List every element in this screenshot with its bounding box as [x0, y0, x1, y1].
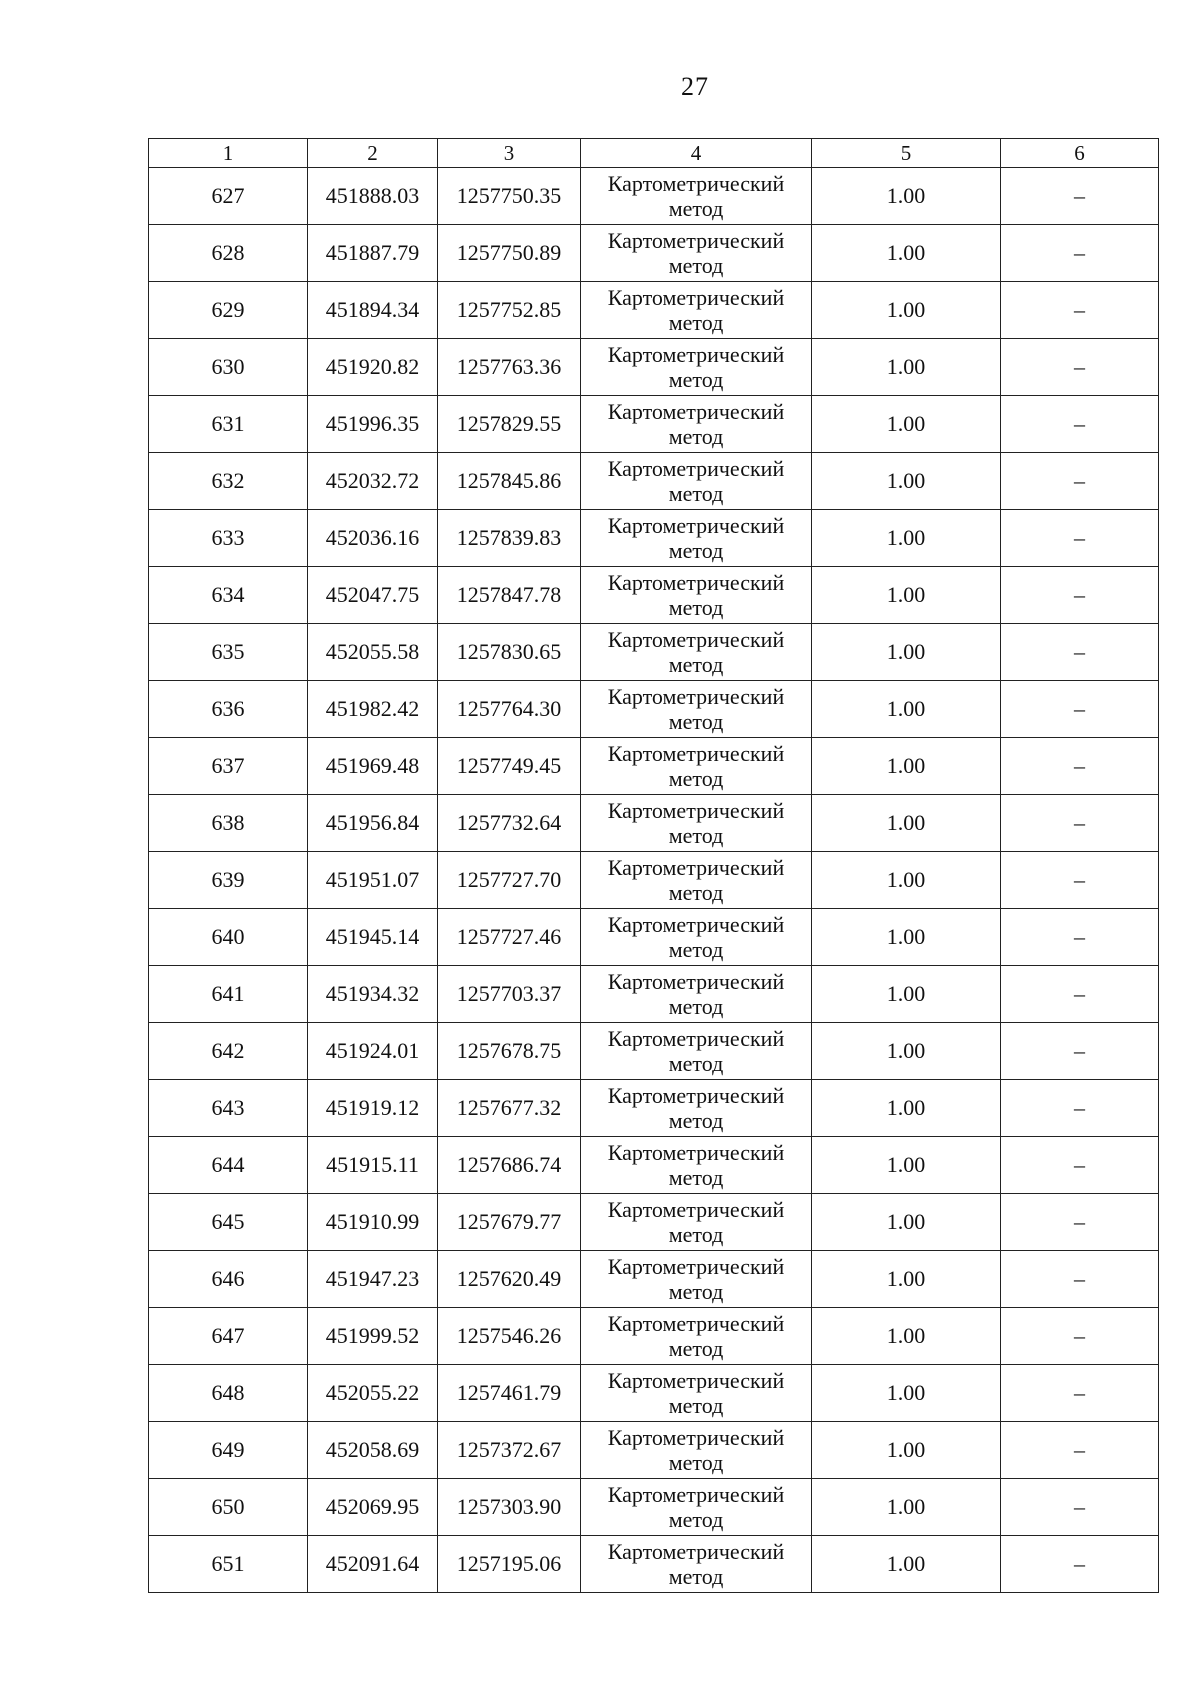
point-number-cell: 648 — [149, 1365, 308, 1422]
method-cell — [581, 795, 812, 852]
method-line-2: метод — [668, 823, 724, 848]
method-line-1: Картометрический — [607, 171, 785, 196]
method-cell — [581, 624, 812, 681]
coordinate-x-cell: 452036.16 — [308, 510, 438, 567]
method-line-1: Картометрический — [607, 1140, 785, 1165]
accuracy-cell: 1.00 — [812, 681, 1001, 738]
coordinate-x-cell: 451888.03 — [308, 168, 438, 225]
table-row — [149, 738, 1159, 795]
point-number-cell: 639 — [149, 852, 308, 909]
point-number-cell: 644 — [149, 1137, 308, 1194]
note-cell: – — [1001, 909, 1159, 966]
method-cell — [581, 225, 812, 282]
note-cell: – — [1001, 453, 1159, 510]
method-cell — [581, 567, 812, 624]
accuracy-cell: 1.00 — [812, 225, 1001, 282]
coordinate-x-cell: 451956.84 — [308, 795, 438, 852]
method-line-2: метод — [668, 1165, 724, 1190]
method-line-2: метод — [668, 652, 724, 677]
point-number-cell: 638 — [149, 795, 308, 852]
method-line-1: Картометрический — [607, 285, 785, 310]
table-row — [149, 1365, 1159, 1422]
table-row — [149, 1080, 1159, 1137]
point-number-cell: 631 — [149, 396, 308, 453]
method-line-1: Картометрический — [607, 1083, 785, 1108]
point-number-cell: 649 — [149, 1422, 308, 1479]
table-row — [149, 1536, 1159, 1593]
point-number-cell: 630 — [149, 339, 308, 396]
method-cell — [581, 1080, 812, 1137]
method-line-1: Картометрический — [607, 228, 785, 253]
note-cell: – — [1001, 1422, 1159, 1479]
method-line-2: метод — [668, 994, 724, 1019]
point-number-cell: 629 — [149, 282, 308, 339]
coordinate-y-cell: 1257303.90 — [438, 1479, 581, 1536]
table-row — [149, 1308, 1159, 1365]
method-line-2: метод — [668, 880, 724, 905]
note-cell: – — [1001, 624, 1159, 681]
coordinate-y-cell: 1257752.85 — [438, 282, 581, 339]
method-line-2: метод — [668, 538, 724, 563]
coordinate-x-cell: 452055.22 — [308, 1365, 438, 1422]
method-line-1: Картометрический — [607, 1197, 785, 1222]
table-row — [149, 225, 1159, 282]
point-number-cell: 640 — [149, 909, 308, 966]
method-line-2: метод — [668, 1450, 724, 1475]
coordinate-x-cell: 451945.14 — [308, 909, 438, 966]
accuracy-cell: 1.00 — [812, 1251, 1001, 1308]
point-number-cell: 634 — [149, 567, 308, 624]
accuracy-cell: 1.00 — [812, 1536, 1001, 1593]
method-cell — [581, 510, 812, 567]
method-cell — [581, 852, 812, 909]
method-cell — [581, 1536, 812, 1593]
method-cell — [581, 339, 812, 396]
method-line-1: Картометрический — [607, 1539, 785, 1564]
coordinate-x-cell: 452047.75 — [308, 567, 438, 624]
method-cell — [581, 396, 812, 453]
note-cell: – — [1001, 852, 1159, 909]
accuracy-cell: 1.00 — [812, 396, 1001, 453]
coordinate-y-cell: 1257764.30 — [438, 681, 581, 738]
accuracy-cell: 1.00 — [812, 567, 1001, 624]
accuracy-cell: 1.00 — [812, 1422, 1001, 1479]
note-cell: – — [1001, 738, 1159, 795]
method-line-2: метод — [668, 1279, 724, 1304]
note-cell: – — [1001, 1194, 1159, 1251]
table-row — [149, 1251, 1159, 1308]
coordinate-y-cell: 1257678.75 — [438, 1023, 581, 1080]
accuracy-cell: 1.00 — [812, 1194, 1001, 1251]
coordinate-y-cell: 1257732.64 — [438, 795, 581, 852]
method-line-2: метод — [668, 367, 724, 392]
method-cell — [581, 681, 812, 738]
method-cell — [581, 282, 812, 339]
method-cell — [581, 1023, 812, 1080]
accuracy-cell: 1.00 — [812, 738, 1001, 795]
method-line-1: Картометрический — [607, 798, 785, 823]
coordinates-table — [148, 138, 1159, 1593]
accuracy-cell: 1.00 — [812, 1308, 1001, 1365]
method-line-1: Картометрический — [607, 684, 785, 709]
method-line-1: Картометрический — [607, 1368, 785, 1393]
table-row — [149, 852, 1159, 909]
coordinate-x-cell: 452032.72 — [308, 453, 438, 510]
column-header-6: 6 — [1001, 139, 1159, 168]
coordinate-y-cell: 1257847.78 — [438, 567, 581, 624]
point-number-cell: 650 — [149, 1479, 308, 1536]
coordinate-x-cell: 452058.69 — [308, 1422, 438, 1479]
coordinate-x-cell: 451951.07 — [308, 852, 438, 909]
method-line-2: метод — [668, 709, 724, 734]
table-row — [149, 567, 1159, 624]
method-line-2: метод — [668, 1051, 724, 1076]
point-number-cell: 651 — [149, 1536, 308, 1593]
method-line-1: Картометрический — [607, 1254, 785, 1279]
method-line-2: метод — [668, 196, 724, 221]
method-line-1: Картометрический — [607, 627, 785, 652]
column-header-5: 5 — [812, 139, 1001, 168]
point-number-cell: 628 — [149, 225, 308, 282]
coordinate-x-cell: 451910.99 — [308, 1194, 438, 1251]
table-row — [149, 339, 1159, 396]
coordinate-y-cell: 1257546.26 — [438, 1308, 581, 1365]
point-number-cell: 636 — [149, 681, 308, 738]
coordinate-x-cell: 451894.34 — [308, 282, 438, 339]
coordinate-x-cell: 451919.12 — [308, 1080, 438, 1137]
coordinate-x-cell: 451934.32 — [308, 966, 438, 1023]
coordinate-x-cell: 451924.01 — [308, 1023, 438, 1080]
note-cell: – — [1001, 1023, 1159, 1080]
method-cell — [581, 966, 812, 1023]
coordinate-x-cell: 451915.11 — [308, 1137, 438, 1194]
coordinate-x-cell: 451996.35 — [308, 396, 438, 453]
coordinate-y-cell: 1257461.79 — [438, 1365, 581, 1422]
method-cell — [581, 453, 812, 510]
method-line-2: метод — [668, 1336, 724, 1361]
method-line-1: Картометрический — [607, 741, 785, 766]
table-row — [149, 168, 1159, 225]
method-cell — [581, 1479, 812, 1536]
method-line-1: Картометрический — [607, 969, 785, 994]
coordinate-x-cell: 451982.42 — [308, 681, 438, 738]
note-cell: – — [1001, 1308, 1159, 1365]
method-cell — [581, 168, 812, 225]
note-cell: – — [1001, 1137, 1159, 1194]
point-number-cell: 643 — [149, 1080, 308, 1137]
point-number-cell: 632 — [149, 453, 308, 510]
method-cell — [581, 1422, 812, 1479]
method-line-1: Картометрический — [607, 912, 785, 937]
table-row — [149, 282, 1159, 339]
method-line-1: Картометрический — [607, 399, 785, 424]
accuracy-cell: 1.00 — [812, 282, 1001, 339]
point-number-cell: 642 — [149, 1023, 308, 1080]
method-line-2: метод — [668, 310, 724, 335]
point-number-cell: 641 — [149, 966, 308, 1023]
table-row — [149, 1422, 1159, 1479]
coordinate-y-cell: 1257703.37 — [438, 966, 581, 1023]
note-cell: – — [1001, 168, 1159, 225]
point-number-cell: 637 — [149, 738, 308, 795]
method-line-1: Картометрический — [607, 855, 785, 880]
method-line-1: Картометрический — [607, 1482, 785, 1507]
method-line-2: метод — [668, 1393, 724, 1418]
accuracy-cell: 1.00 — [812, 453, 1001, 510]
column-header-2: 2 — [308, 139, 438, 168]
note-cell: – — [1001, 681, 1159, 738]
column-header-3: 3 — [438, 139, 581, 168]
table-row — [149, 510, 1159, 567]
column-header-4: 4 — [581, 139, 812, 168]
accuracy-cell: 1.00 — [812, 1080, 1001, 1137]
method-cell — [581, 738, 812, 795]
coordinate-x-cell: 452055.58 — [308, 624, 438, 681]
page-number: 27 — [681, 72, 709, 101]
coordinate-y-cell: 1257686.74 — [438, 1137, 581, 1194]
coordinate-x-cell: 451887.79 — [308, 225, 438, 282]
method-cell — [581, 1137, 812, 1194]
method-line-1: Картометрический — [607, 513, 785, 538]
method-line-1: Картометрический — [607, 1311, 785, 1336]
accuracy-cell: 1.00 — [812, 168, 1001, 225]
method-cell — [581, 1251, 812, 1308]
table-row — [149, 1194, 1159, 1251]
coordinate-y-cell: 1257750.35 — [438, 168, 581, 225]
header-row — [149, 139, 1159, 168]
table-body — [149, 168, 1159, 1593]
accuracy-cell: 1.00 — [812, 966, 1001, 1023]
point-number-cell: 627 — [149, 168, 308, 225]
table-row — [149, 1137, 1159, 1194]
coordinate-y-cell: 1257620.49 — [438, 1251, 581, 1308]
coordinate-y-cell: 1257372.67 — [438, 1422, 581, 1479]
method-line-2: метод — [668, 424, 724, 449]
coordinate-x-cell: 451947.23 — [308, 1251, 438, 1308]
coordinate-y-cell: 1257830.65 — [438, 624, 581, 681]
note-cell: – — [1001, 225, 1159, 282]
table-row — [149, 1023, 1159, 1080]
method-line-2: метод — [668, 595, 724, 620]
method-line-2: метод — [668, 1564, 724, 1589]
table-row — [149, 681, 1159, 738]
method-line-2: метод — [668, 937, 724, 962]
method-line-1: Картометрический — [607, 342, 785, 367]
point-number-cell: 646 — [149, 1251, 308, 1308]
note-cell: – — [1001, 510, 1159, 567]
coordinate-y-cell: 1257727.70 — [438, 852, 581, 909]
method-line-1: Картометрический — [607, 1425, 785, 1450]
method-cell — [581, 1365, 812, 1422]
method-cell — [581, 1308, 812, 1365]
coordinate-y-cell: 1257763.36 — [438, 339, 581, 396]
coordinate-y-cell: 1257195.06 — [438, 1536, 581, 1593]
note-cell: – — [1001, 1365, 1159, 1422]
note-cell: – — [1001, 1536, 1159, 1593]
method-line-2: метод — [668, 253, 724, 278]
method-line-1: Картометрический — [607, 1026, 785, 1051]
accuracy-cell: 1.00 — [812, 1365, 1001, 1422]
coordinate-y-cell: 1257677.32 — [438, 1080, 581, 1137]
table-row — [149, 966, 1159, 1023]
method-line-2: метод — [668, 1507, 724, 1532]
note-cell: – — [1001, 1251, 1159, 1308]
accuracy-cell: 1.00 — [812, 339, 1001, 396]
method-cell — [581, 1194, 812, 1251]
point-number-cell: 633 — [149, 510, 308, 567]
table-row — [149, 1479, 1159, 1536]
accuracy-cell: 1.00 — [812, 1479, 1001, 1536]
accuracy-cell: 1.00 — [812, 909, 1001, 966]
table-row — [149, 453, 1159, 510]
coordinate-x-cell: 451920.82 — [308, 339, 438, 396]
coordinate-y-cell: 1257829.55 — [438, 396, 581, 453]
point-number-cell: 645 — [149, 1194, 308, 1251]
table-row — [149, 624, 1159, 681]
accuracy-cell: 1.00 — [812, 624, 1001, 681]
method-line-2: метод — [668, 1108, 724, 1133]
accuracy-cell: 1.00 — [812, 1137, 1001, 1194]
coordinate-y-cell: 1257749.45 — [438, 738, 581, 795]
method-line-2: метод — [668, 1222, 724, 1247]
note-cell: – — [1001, 567, 1159, 624]
coordinate-x-cell: 452069.95 — [308, 1479, 438, 1536]
point-number-cell: 635 — [149, 624, 308, 681]
column-header-1: 1 — [149, 139, 308, 168]
note-cell: – — [1001, 282, 1159, 339]
table-row — [149, 795, 1159, 852]
coordinate-y-cell: 1257839.83 — [438, 510, 581, 567]
coordinate-x-cell: 452091.64 — [308, 1536, 438, 1593]
table-header — [149, 139, 1159, 168]
accuracy-cell: 1.00 — [812, 795, 1001, 852]
note-cell: – — [1001, 339, 1159, 396]
coordinate-x-cell: 451969.48 — [308, 738, 438, 795]
accuracy-cell: 1.00 — [812, 852, 1001, 909]
accuracy-cell: 1.00 — [812, 510, 1001, 567]
method-line-2: метод — [668, 481, 724, 506]
coordinate-y-cell: 1257679.77 — [438, 1194, 581, 1251]
method-line-2: метод — [668, 766, 724, 791]
method-line-1: Картометрический — [607, 570, 785, 595]
table-row — [149, 396, 1159, 453]
coordinate-y-cell: 1257750.89 — [438, 225, 581, 282]
accuracy-cell: 1.00 — [812, 1023, 1001, 1080]
note-cell: – — [1001, 795, 1159, 852]
point-number-cell: 647 — [149, 1308, 308, 1365]
note-cell: – — [1001, 1479, 1159, 1536]
coordinate-y-cell: 1257845.86 — [438, 453, 581, 510]
note-cell: – — [1001, 396, 1159, 453]
coordinate-x-cell: 451999.52 — [308, 1308, 438, 1365]
note-cell: – — [1001, 966, 1159, 1023]
table-row — [149, 909, 1159, 966]
coordinate-y-cell: 1257727.46 — [438, 909, 581, 966]
note-cell: – — [1001, 1080, 1159, 1137]
method-line-1: Картометрический — [607, 456, 785, 481]
method-cell — [581, 909, 812, 966]
